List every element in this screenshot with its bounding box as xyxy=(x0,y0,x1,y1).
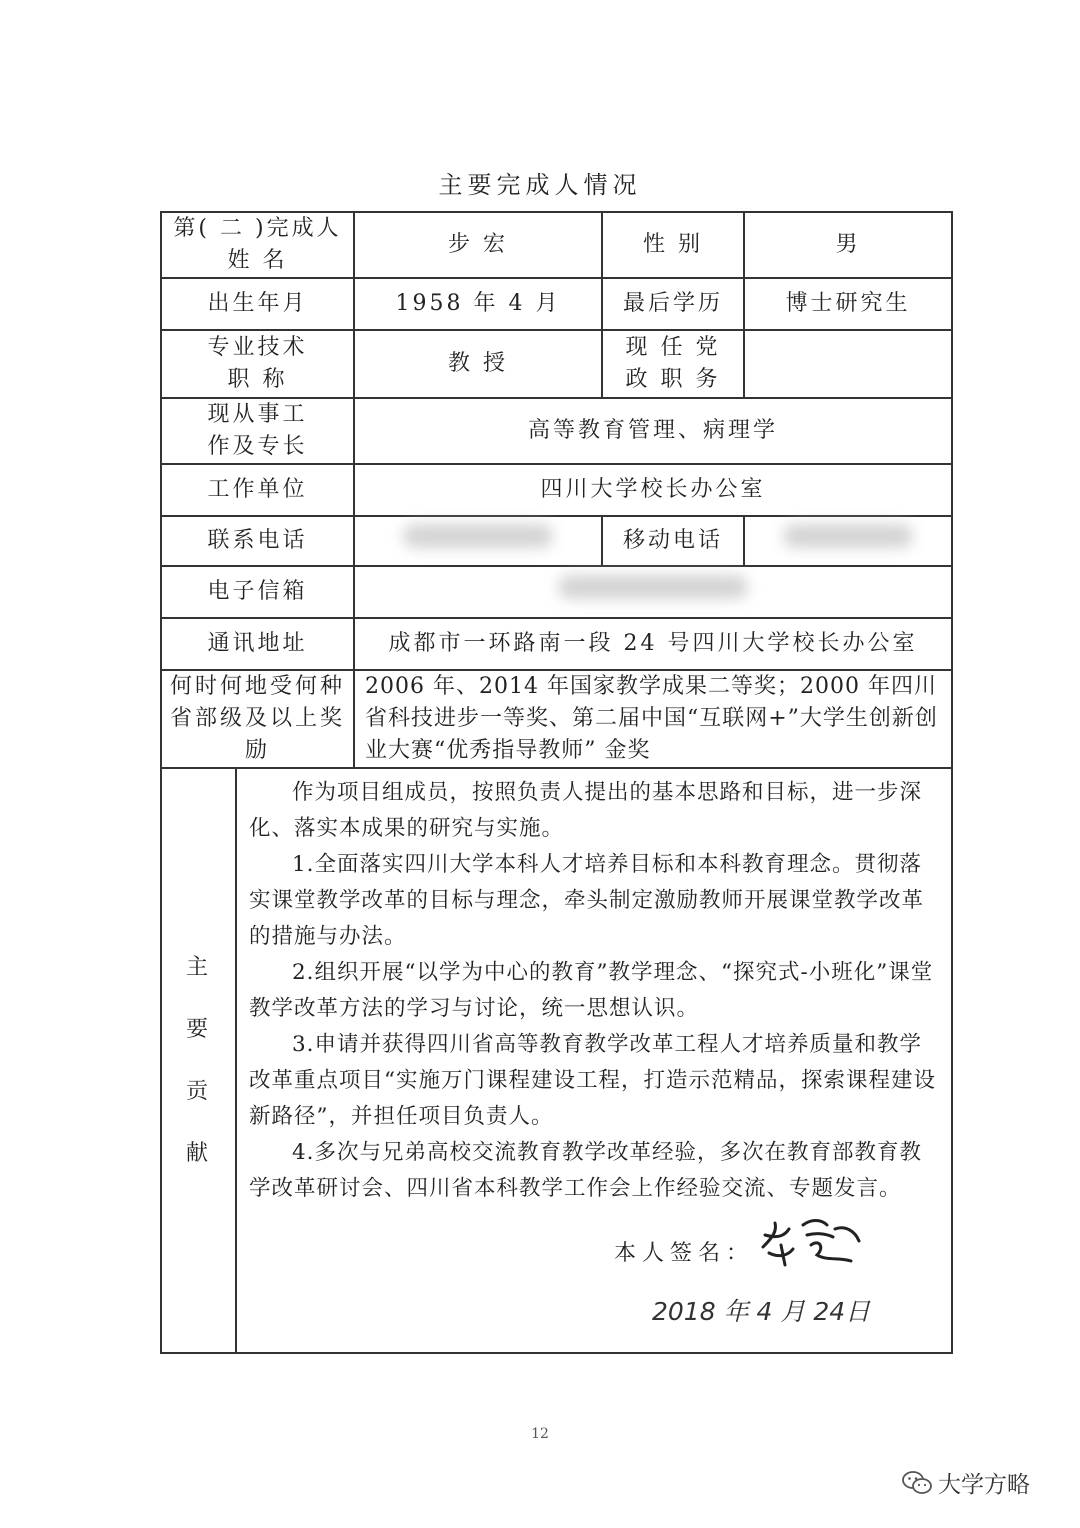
order-name-label: 第( 二 )完成人 姓 名 xyxy=(161,212,354,278)
contribution-paragraph: 4.多次与兄弟高校交流教育教学改革经验，多次在教育部教育教学改革研讨会、四川省本科教学工作会上作经验交流、专题发言。 xyxy=(249,1140,923,1201)
email-value-redacted xyxy=(354,566,952,618)
watermark-text: 大学方略 xyxy=(938,1472,1030,1498)
wechat-icon xyxy=(902,1470,932,1496)
signature-label: 本人签名： xyxy=(614,1241,755,1266)
gender-value: 男 xyxy=(744,212,952,278)
personnel-info-table xyxy=(160,211,953,1354)
address-value: 成都市一环路南一段 24 号四川大学校长办公室 xyxy=(354,618,952,670)
page-number: 12 xyxy=(531,1426,549,1442)
redaction-blur xyxy=(558,575,748,599)
table-row xyxy=(161,670,952,768)
gender-label: 性 别 xyxy=(602,212,744,278)
party-post-label: 现 任 党 政 职 务 xyxy=(602,330,744,398)
watermark xyxy=(902,1466,1030,1499)
professional-title-label: 专业技术 职 称 xyxy=(161,330,354,398)
party-post-value xyxy=(744,330,952,398)
handwritten-signature xyxy=(755,1205,870,1275)
awards-label: 何时何地受何种 省部级及以上奖励 xyxy=(161,670,354,768)
table-row xyxy=(161,566,952,618)
education-label: 最后学历 xyxy=(602,278,744,330)
mobile-label: 移动电话 xyxy=(602,516,744,566)
table-row xyxy=(161,398,952,464)
phone-value-redacted xyxy=(354,516,602,566)
expertise-label: 现从事工 作及专长 xyxy=(161,398,354,464)
contribution-paragraph: 3.申请并获得四川省高等教育教学改革工程人才培养质量和教学改革重点项目“实施万门课程建设工程，打造示范精品，探索课程建设新路径”，并担任项目负责人。 xyxy=(249,1032,936,1129)
contribution-paragraph: 1.全面落实四川大学本科人才培养目标和本科教育理念。贯彻落实课堂教学改革的目标与理念，牵头制定激励教师开展课堂教学改革的措施与办法。 xyxy=(249,852,925,949)
awards-value: 2006 年、2014 年国家教学成果二等奖；2000 年四川省科技进步一等奖、第二届中国“互联网+”大学生创新创业大赛“优秀指导教师” 金奖 xyxy=(354,670,952,768)
page-title: 主要完成人情况 xyxy=(438,171,642,199)
professional-title-value: 教 授 xyxy=(354,330,602,398)
contribution-paragraph: 作为项目组成员，按照负责人提出的基本思路和目标，进一步深化、落实本成果的研究与实施。 xyxy=(249,780,923,841)
signature-date: 2018 年 4 月 24日 xyxy=(652,1297,871,1326)
address-label: 通讯地址 xyxy=(161,618,354,670)
table-row xyxy=(161,278,952,330)
table-row xyxy=(161,516,952,566)
redaction-blur xyxy=(783,524,913,548)
table-row xyxy=(161,464,952,516)
redaction-blur xyxy=(403,524,553,548)
education-value: 博士研究生 xyxy=(744,278,952,330)
email-label: 电子信箱 xyxy=(161,566,354,618)
birth-label: 出生年月 xyxy=(161,278,354,330)
birth-value: 1958 年 4 月 xyxy=(354,278,602,330)
phone-label: 联系电话 xyxy=(161,516,354,566)
table-row xyxy=(161,330,952,398)
mobile-value-redacted xyxy=(744,516,952,566)
name-value: 步 宏 xyxy=(354,212,602,278)
work-unit-label: 工作单位 xyxy=(161,464,354,516)
contribution-paragraph: 2.组织开展“以学为中心的教育”教学理念、“探究式-小班化”课堂教学改革方法的学习与讨论，统一思想认识。 xyxy=(249,960,934,1021)
contribution-label: 主 要 贡 献 xyxy=(161,768,236,1353)
table-row xyxy=(161,212,952,278)
work-unit-value: 四川大学校长办公室 xyxy=(354,464,952,516)
expertise-value: 高等教育管理、病理学 xyxy=(354,398,952,464)
table-row xyxy=(161,618,952,670)
